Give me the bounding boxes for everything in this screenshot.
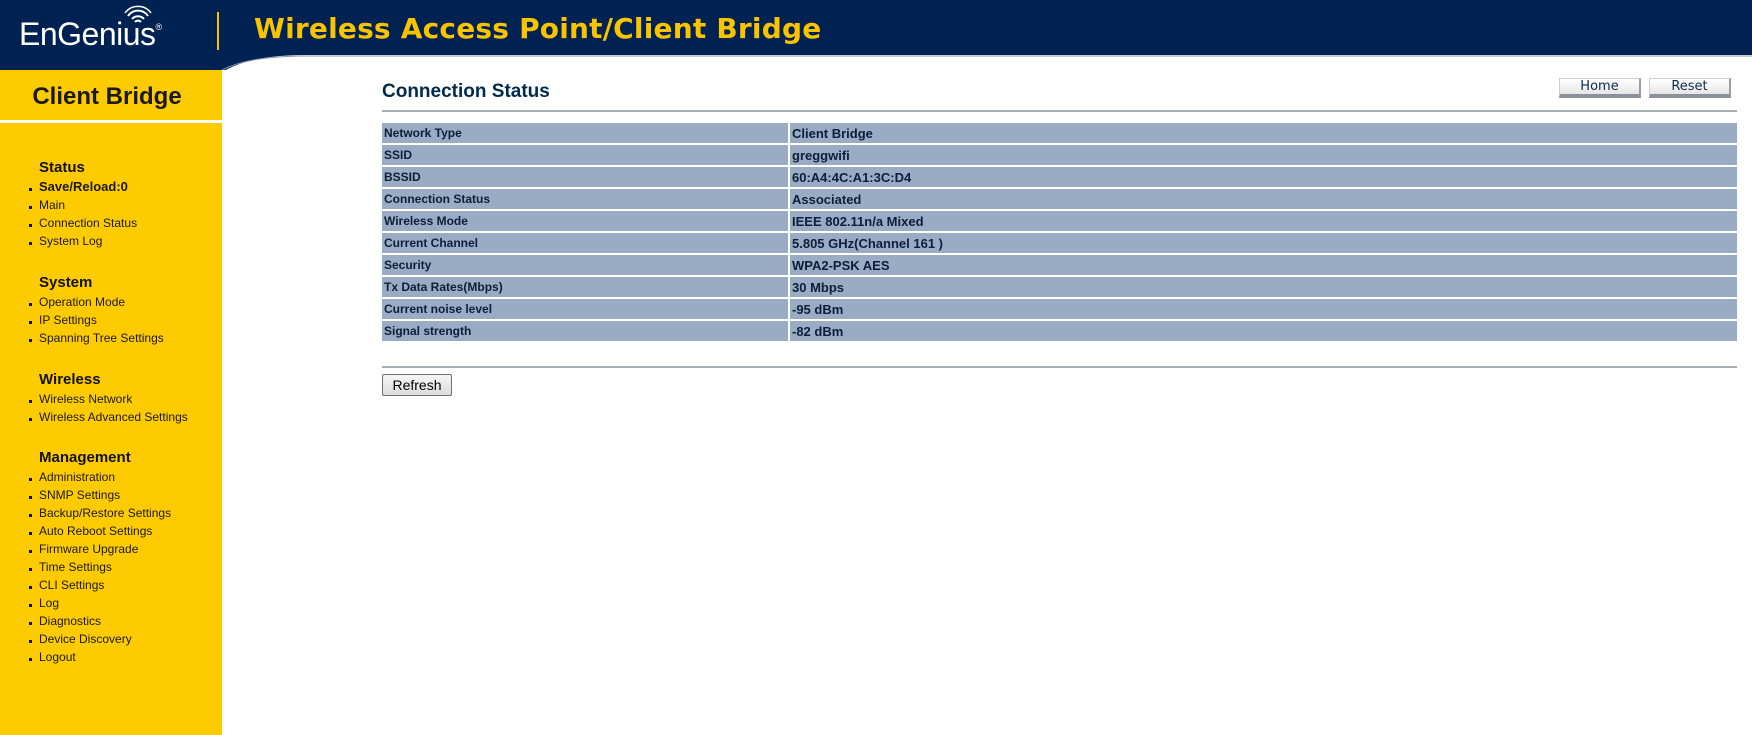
row-value: -82 dBm xyxy=(789,320,1737,342)
sidebar-item-label: Device Discovery xyxy=(39,632,132,646)
sidebar-item-operation-mode[interactable] xyxy=(0,293,222,311)
bullet-icon xyxy=(29,514,32,517)
bullet-icon xyxy=(29,224,32,227)
bottom-divider xyxy=(382,366,1737,368)
row-label: SSID xyxy=(382,144,789,166)
row-value: -95 dBm xyxy=(789,298,1737,320)
header-title: Wireless Access Point/Client Bridge xyxy=(254,12,822,45)
sidebar-item-label: Auto Reboot Settings xyxy=(39,524,153,538)
bullet-icon xyxy=(29,478,32,481)
sidebar xyxy=(0,70,222,735)
table-row xyxy=(382,232,1737,254)
bullet-icon xyxy=(29,496,32,499)
sidebar-item-ip-settings[interactable] xyxy=(0,311,222,329)
row-label: BSSID xyxy=(382,166,789,188)
sidebar-item-log[interactable] xyxy=(0,594,222,612)
bullet-icon xyxy=(29,303,32,306)
sidebar-item-connection-status[interactable] xyxy=(0,214,222,232)
row-value: WPA2-PSK AES xyxy=(789,254,1737,276)
home-button[interactable]: Home xyxy=(1559,78,1641,98)
sidebar-item-logout[interactable] xyxy=(0,648,222,666)
sidebar-item-label: Connection Status xyxy=(39,216,138,230)
bullet-icon xyxy=(29,339,32,342)
bullet-icon xyxy=(29,604,32,607)
table-row xyxy=(382,320,1737,342)
sidebar-item-administration[interactable] xyxy=(0,468,222,486)
sidebar-item-label: Logout xyxy=(39,650,76,664)
bullet-icon xyxy=(29,321,32,324)
bullet-icon xyxy=(29,550,32,553)
bullet-icon xyxy=(29,400,32,403)
sidebar-item-auto-reboot-settings[interactable] xyxy=(0,522,222,540)
refresh-button[interactable]: Refresh xyxy=(382,374,452,396)
sidebar-item-label: Operation Mode xyxy=(39,295,126,309)
table-row xyxy=(382,188,1737,210)
bullet-icon xyxy=(29,532,32,535)
row-label: Current Channel xyxy=(382,232,789,254)
row-label: Connection Status xyxy=(382,188,789,210)
row-value: Associated xyxy=(789,188,1737,210)
sidebar-item-label: Diagnostics xyxy=(39,614,102,628)
sidebar-item-label: Time Settings xyxy=(39,560,112,574)
row-label: Network Type xyxy=(382,123,789,144)
sidebar-item-label: Firmware Upgrade xyxy=(39,542,139,556)
sidebar-item-device-discovery[interactable] xyxy=(0,630,222,648)
sidebar-item-wireless-network[interactable] xyxy=(0,390,222,408)
row-value: 60:A4:4C:A1:3C:D4 xyxy=(789,166,1737,188)
menu-heading-management: Management xyxy=(39,449,131,466)
sidebar-item-snmp-settings[interactable] xyxy=(0,486,222,504)
row-value: 5.805 GHz(Channel 161 ) xyxy=(789,232,1737,254)
reset-button[interactable]: Reset xyxy=(1649,78,1731,98)
row-label: Security xyxy=(382,254,789,276)
row-label: Signal strength xyxy=(382,320,789,342)
logo-registered-mark: ® xyxy=(155,22,162,32)
sidebar-item-label: Main xyxy=(39,198,66,212)
table-row xyxy=(382,276,1737,298)
sidebar-item-main[interactable] xyxy=(0,196,222,214)
sidebar-item-label: Wireless Advanced Settings xyxy=(39,410,188,424)
menu-section-system xyxy=(0,273,222,347)
bullet-icon xyxy=(29,568,32,571)
sidebar-item-label: Spanning Tree Settings xyxy=(39,331,164,345)
table-row xyxy=(382,166,1737,188)
wifi-icon xyxy=(124,4,152,26)
row-value: 30 Mbps xyxy=(789,276,1737,298)
menu-heading-system: System xyxy=(39,274,93,291)
sidebar-item-label: Wireless Network xyxy=(39,392,133,406)
sidebar-item-firmware-upgrade[interactable] xyxy=(0,540,222,558)
row-label: Wireless Mode xyxy=(382,210,789,232)
sidebar-title: Client Bridge xyxy=(32,83,182,110)
title-divider xyxy=(382,110,1737,112)
bullet-icon xyxy=(29,206,32,209)
menu-section-management xyxy=(0,448,222,666)
sidebar-item-time-settings[interactable] xyxy=(0,558,222,576)
logo-text: EnGenius xyxy=(19,16,156,52)
row-value: Client Bridge xyxy=(789,123,1737,144)
menu-heading-status: Status xyxy=(39,159,85,176)
sidebar-item-label: IP Settings xyxy=(39,313,97,327)
table-row xyxy=(382,210,1737,232)
sidebar-item-label: Log xyxy=(39,596,60,610)
sidebar-item-label: CLI Settings xyxy=(39,578,105,592)
bullet-icon xyxy=(29,418,32,421)
sidebar-item-label: Save/Reload:0 xyxy=(39,179,128,194)
sidebar-item-spanning-tree-settings[interactable] xyxy=(0,329,222,347)
bullet-icon xyxy=(29,640,32,643)
header-divider xyxy=(217,12,219,50)
sidebar-item-cli-settings[interactable] xyxy=(0,576,222,594)
table-row xyxy=(382,123,1737,144)
row-value: greggwifi xyxy=(789,144,1737,166)
menu-section-wireless xyxy=(0,370,222,426)
sidebar-item-backup-restore-settings[interactable] xyxy=(0,504,222,522)
sidebar-item-label: SNMP Settings xyxy=(39,488,121,502)
row-label: Current noise level xyxy=(382,298,789,320)
sidebar-item-label: Administration xyxy=(39,470,116,484)
bullet-icon xyxy=(29,658,32,661)
sidebar-title-band xyxy=(0,70,222,123)
sidebar-item-label: Backup/Restore Settings xyxy=(39,506,172,520)
table-row xyxy=(382,254,1737,276)
table-row xyxy=(382,298,1737,320)
row-label: Tx Data Rates(Mbps) xyxy=(382,276,789,298)
sidebar-item-label: System Log xyxy=(39,234,103,248)
bullet-icon xyxy=(29,242,32,245)
sidebar-item-system-log[interactable] xyxy=(0,232,222,250)
header-banner xyxy=(0,0,1752,70)
bullet-icon xyxy=(29,188,32,191)
connection-status-table xyxy=(382,123,1737,343)
sidebar-item-wireless-advanced-settings[interactable] xyxy=(0,408,222,426)
header-swoosh xyxy=(0,52,1752,70)
bullet-icon xyxy=(29,586,32,589)
sidebar-item-save-reload[interactable] xyxy=(0,178,222,196)
bullet-icon xyxy=(29,622,32,625)
sidebar-item-diagnostics[interactable] xyxy=(0,612,222,630)
table-row xyxy=(382,144,1737,166)
menu-section-status xyxy=(0,158,222,250)
row-value: IEEE 802.11n/a Mixed xyxy=(789,210,1737,232)
page-title: Connection Status xyxy=(382,81,550,102)
menu-heading-wireless: Wireless xyxy=(39,371,101,388)
